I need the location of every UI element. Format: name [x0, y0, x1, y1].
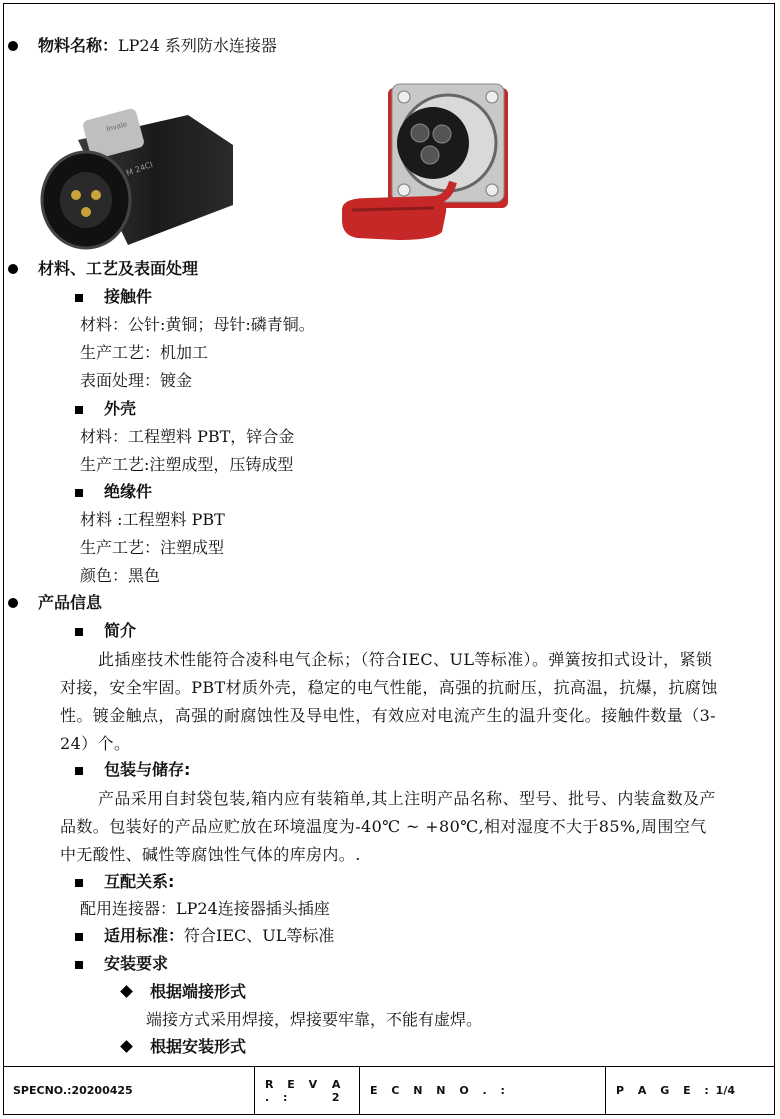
dust-cap: [342, 196, 446, 240]
section-product-title: 产品信息: [38, 593, 103, 612]
pin: [91, 190, 101, 200]
rev-label: R E V . :: [265, 1077, 323, 1104]
mounting-title: 根据安装形式: [150, 1037, 247, 1056]
packing-text: 产品采用自封袋包装,箱内应有装箱单,其上注明产品名称、型号、批号、内装盒数及产品数。包装好的产品应贮放在环境温度为-40℃ ~ +80℃,相对湿度不大于85%,周围空气中无酸性、碱性等腐蚀性气体的库房内。.: [60, 789, 716, 864]
socket-face: [397, 107, 469, 179]
square-bullet: [75, 767, 83, 775]
insulator-color: 颜色：黑色: [80, 566, 161, 585]
intro-title: 简介: [104, 621, 137, 640]
bullet: [8, 41, 18, 51]
plug-connector-image: [38, 100, 238, 250]
standard-text: 符合IEC、UL等标准: [184, 926, 335, 945]
shell-material: 材料：工程塑料 PBT，锌合金: [80, 427, 295, 446]
termination-text: 端接方式采用焊接，焊接要牢靠，不能有虚焊。: [146, 1010, 483, 1029]
spec-no: [3, 1067, 255, 1114]
standard-row: [104, 925, 334, 947]
shell-process: 生产工艺:注塑成型，压铸成型: [80, 455, 294, 474]
square-bullet: [75, 933, 83, 941]
insulator-material: 材料 :工程塑料 PBT: [80, 510, 225, 529]
install-title: 安装要求: [104, 954, 169, 973]
contact-title: 接触件: [104, 287, 153, 306]
pin: [71, 190, 81, 200]
pin: [81, 207, 91, 217]
intro-text: 此插座技术性能符合凌科电气企标；（符合IEC、UL等标准）。弹簧按扣式设计，紧锁对接，安全牢固。PBT材质外壳，稳定的电气性能，高强的抗耐压，抗高温，抗爆，抗腐蚀性。镀金触点，高强的耐腐蚀性及导电性，有效应对电流产生的温升变化。接触件数量（3-24）个。: [60, 650, 718, 753]
contact-material: 材料：公针:黄铜；母针:磷青铜。: [80, 315, 315, 334]
square-bullet: [75, 294, 83, 302]
plug-marking: M 24CI: [125, 159, 155, 178]
square-bullet: [75, 489, 83, 497]
square-bullet: [75, 961, 83, 969]
spec-no-text: SPECNO.:20200425: [13, 1084, 133, 1097]
page-value: 1/4: [715, 1084, 735, 1097]
shell-title: 外壳: [104, 399, 137, 418]
page: [606, 1067, 775, 1114]
bullet: [8, 598, 18, 608]
standard-title: 适用标准：: [104, 926, 185, 945]
material-name-value: LP24 系列防水连接器: [118, 36, 277, 55]
square-bullet: [75, 879, 83, 887]
mating-title: 互配关系:: [104, 872, 175, 891]
ecn: [360, 1067, 606, 1114]
termination-title: 根据端接形式: [150, 982, 247, 1001]
ecn-label: E C N N O . :: [370, 1084, 510, 1097]
mating-text: 配用连接器：LP24连接器插头插座: [80, 899, 330, 918]
plug-insert: [60, 172, 112, 228]
material-name-label: 物料名称：: [38, 36, 119, 55]
square-bullet: [75, 628, 83, 636]
square-bullet: [75, 406, 83, 414]
contact-surface: 表面处理：镀金: [80, 371, 193, 390]
packing-title: 包装与储存:: [104, 760, 191, 779]
section-materials-title: 材料、工艺及表面处理: [38, 259, 199, 278]
material-name: [38, 35, 277, 57]
page-label: P A G E :: [616, 1084, 714, 1097]
socket-connector-image: [338, 70, 518, 242]
insulator-process: 生产工艺：注塑成型: [80, 538, 225, 557]
footer: [3, 1066, 775, 1115]
bullet: [8, 264, 18, 274]
insulator-title: 绝缘件: [104, 482, 153, 501]
rev: [255, 1067, 360, 1114]
rev-value: A 2: [331, 1077, 346, 1104]
contact-process: 生产工艺：机加工: [80, 343, 209, 362]
plug-brand: lnvale: [105, 120, 129, 134]
